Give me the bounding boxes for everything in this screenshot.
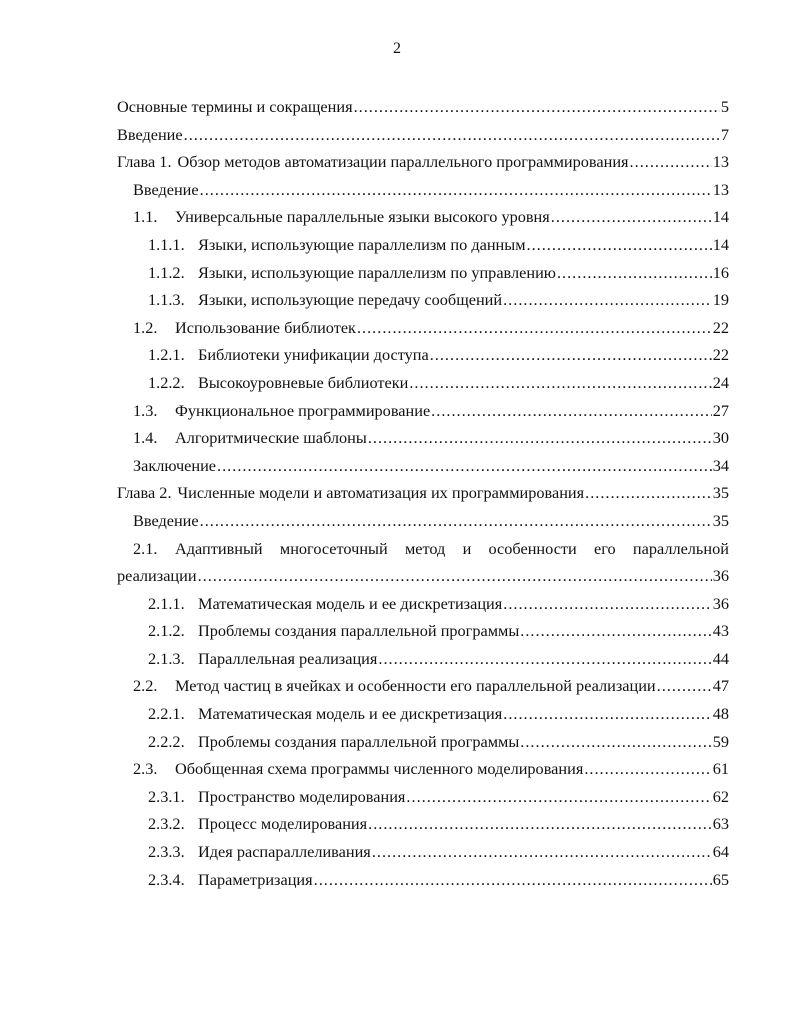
page-ref: 65 (712, 869, 729, 889)
dot-leader (357, 318, 712, 338)
toc-entry[interactable] (117, 180, 729, 208)
toc-entry[interactable] (117, 401, 729, 429)
dot-leader (184, 125, 720, 145)
dot-leader (527, 235, 712, 255)
toc-entry[interactable] (117, 483, 729, 511)
dot-leader (503, 290, 712, 310)
section-title: Алгоритмические шаблоны (175, 428, 367, 448)
section-title: Библиотеки унификации доступа (198, 345, 429, 365)
page-ref: 24 (712, 372, 729, 392)
dot-leader (368, 814, 712, 834)
dot-leader (431, 401, 712, 421)
dot-leader (314, 870, 712, 890)
dot-leader (368, 428, 712, 448)
section-title: Обзор методов автоматизации параллельного программирования (177, 152, 629, 172)
section-number: 2.3.2. (148, 814, 185, 834)
section-title: Универсальные параллельные языки высокого уровня (175, 207, 550, 227)
section-number: 1.1. (133, 207, 158, 227)
page-ref: 64 (712, 842, 729, 862)
page-ref: 36 (712, 593, 729, 613)
section-title: Основные термины и сокращения (117, 97, 353, 116)
toc-entry[interactable] (117, 732, 729, 760)
page-ref: 48 (712, 704, 729, 724)
dot-leader (198, 566, 712, 586)
page-ref: 61 (712, 759, 729, 779)
section-title: Математическая модель и ее дискретизация (198, 593, 503, 613)
dot-leader (430, 345, 712, 365)
dot-leader (406, 787, 711, 807)
dot-leader (354, 97, 720, 117)
section-title: Параллельная реализация (198, 648, 378, 668)
section-title: Проблемы создания параллельной программы (198, 731, 520, 751)
section-number: 2.1.2. (148, 621, 185, 641)
toc-entry[interactable] (117, 207, 729, 235)
section-number: 2.1.3. (148, 648, 185, 668)
toc-entry[interactable] (117, 870, 729, 898)
dot-leader (503, 594, 711, 614)
toc-entry[interactable] (117, 318, 729, 346)
page-number: 2 (393, 40, 401, 57)
dot-leader (378, 649, 711, 669)
section-number: 2.1. (133, 538, 158, 558)
section-number: 2.2.1. (148, 704, 185, 724)
toc-entry[interactable] (117, 125, 729, 153)
toc-entry[interactable] (117, 704, 729, 732)
section-title: Введение (133, 510, 199, 530)
toc-entry[interactable] (117, 676, 729, 704)
page-ref: 35 (712, 510, 729, 530)
page-ref: 22 (712, 317, 729, 337)
page-ref: 43 (712, 621, 729, 641)
section-title: Введение (133, 179, 199, 199)
toc-entry[interactable] (117, 621, 729, 649)
page-ref: 13 (712, 152, 729, 172)
page-ref: 59 (712, 731, 729, 751)
section-title: Введение (117, 124, 183, 144)
section-number: 2.3.1. (148, 786, 185, 806)
section-title: Языки, использующие параллелизм по данным (198, 234, 526, 254)
page-ref: 19 (712, 290, 729, 310)
dot-leader (200, 180, 712, 200)
section-title: Пространство моделирования (198, 786, 406, 806)
section-title-line2: реализации (117, 566, 197, 586)
section-number: 1.2.1. (148, 345, 185, 365)
section-number: 1.1.3. (148, 290, 185, 310)
section-number: 2.2.2. (148, 731, 185, 751)
section-title: Параметризация (198, 869, 313, 889)
page-ref: 30 (712, 428, 729, 448)
section-number: 1.3. (133, 400, 158, 420)
page-ref: 5 (720, 97, 729, 116)
toc-entry[interactable] (117, 345, 729, 373)
section-title: Использование библиотек (175, 317, 356, 337)
toc-entry[interactable] (117, 152, 729, 180)
dot-leader (409, 373, 711, 393)
dot-leader (520, 621, 711, 641)
toc-entry[interactable] (117, 456, 729, 484)
section-title: Метод частиц в ячейках и особенности его параллельной реализации (175, 676, 656, 696)
toc-entry[interactable] (117, 814, 729, 842)
page-ref: 36 (712, 566, 729, 586)
dot-leader (372, 842, 712, 862)
section-number: 1.2.2. (148, 372, 185, 392)
section-number: 2.3. (133, 759, 158, 779)
page-ref: 44 (712, 648, 729, 668)
section-title: Процесс моделирования (198, 814, 368, 834)
section-title: Математическая модель и ее дискретизация (198, 704, 503, 724)
page-ref: 63 (712, 814, 729, 834)
page-ref: 16 (712, 262, 729, 282)
dot-leader (551, 207, 712, 227)
toc-entry-continuation (117, 566, 729, 594)
section-number: Глава 1. (117, 152, 172, 172)
section-number: 2.1.1. (148, 593, 185, 613)
dot-leader (557, 263, 712, 283)
section-title: Численные модели и автоматизация их программирования (177, 483, 585, 503)
dot-leader (630, 152, 712, 172)
section-title: Функциональное программирование (175, 400, 431, 420)
section-number: 1.4. (133, 428, 158, 448)
section-number: 1.1.2. (148, 262, 185, 282)
toc-entry[interactable] (117, 759, 729, 787)
toc-entry[interactable] (117, 373, 729, 401)
page-ref: 47 (712, 676, 729, 696)
page-ref: 7 (720, 124, 729, 144)
page-ref: 13 (712, 179, 729, 199)
table-of-contents (117, 97, 729, 897)
section-title: Обобщенная схема программы численного моделирования (175, 759, 584, 779)
dot-leader (520, 732, 711, 752)
dot-leader (503, 704, 711, 724)
toc-entry[interactable] (117, 97, 729, 125)
page-ref: 22 (712, 345, 729, 365)
toc-entry[interactable] (117, 290, 729, 318)
page-ref: 14 (712, 207, 729, 227)
toc-entry[interactable] (117, 263, 729, 291)
toc-entry[interactable] (117, 511, 729, 539)
dot-leader (584, 759, 711, 779)
page-ref: 14 (712, 234, 729, 254)
section-number: 1.1.1. (148, 234, 185, 254)
page-ref: 34 (712, 455, 729, 475)
dot-leader (585, 483, 712, 503)
page-ref: 27 (712, 400, 729, 420)
toc-entry[interactable] (117, 842, 729, 870)
section-number: 1.2. (133, 317, 158, 337)
toc-entry[interactable] (117, 539, 729, 567)
toc-entry[interactable] (117, 428, 729, 456)
toc-entry[interactable] (117, 649, 729, 677)
section-title: Заключение (133, 455, 217, 475)
dot-leader (200, 511, 712, 531)
section-title: Языки, использующие параллелизм по управлению (198, 262, 556, 282)
section-title-line1: Адаптивный многосеточный метод и особенности его параллельной (175, 538, 729, 558)
toc-entry[interactable] (117, 594, 729, 622)
section-title: Высокоуровневые библиотеки (198, 372, 409, 392)
section-number: 2.3.4. (148, 869, 185, 889)
section-number: Глава 2. (117, 483, 172, 503)
dot-leader (217, 456, 712, 476)
section-number: 2.2. (133, 676, 158, 696)
section-title: Языки, использующие передачу сообщений (198, 290, 503, 310)
section-number: 2.3.3. (148, 842, 185, 862)
toc-entry[interactable] (117, 787, 729, 815)
toc-entry[interactable] (117, 235, 729, 263)
section-title: Проблемы создания параллельной программы (198, 621, 520, 641)
dot-leader (657, 676, 712, 696)
page-ref: 62 (712, 786, 729, 806)
page-ref: 35 (712, 483, 729, 503)
section-title: Идея распараллеливания (198, 842, 371, 862)
